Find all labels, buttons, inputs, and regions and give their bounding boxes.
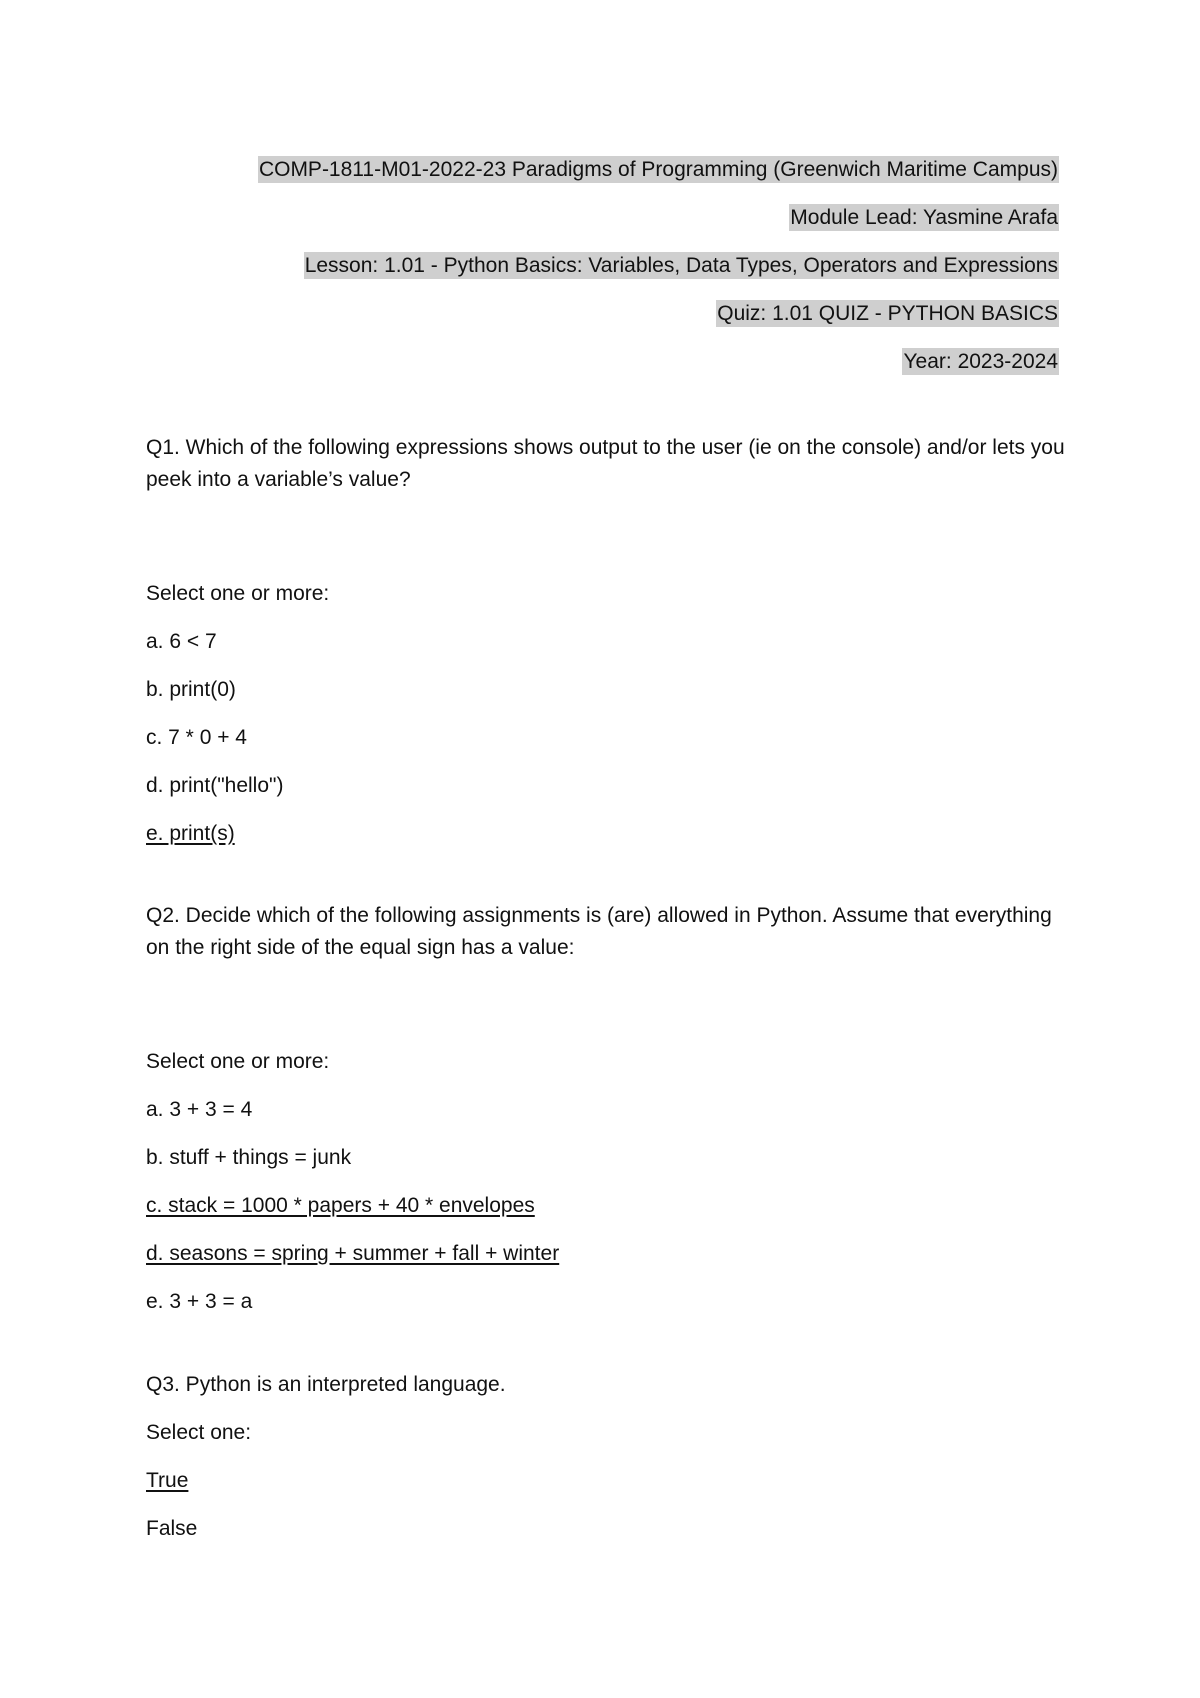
q3-instruction: Select one:: [146, 1421, 252, 1444]
q2-option-a[interactable]: a. 3 + 3 = 4: [146, 1098, 253, 1121]
year-line: [159, 338, 1059, 386]
course-title-line: [159, 146, 1059, 194]
q3-question-text: Q3. Python is an interpreted language.: [146, 1373, 506, 1396]
q2-block: [146, 1038, 1066, 1326]
quiz-line: [159, 290, 1059, 338]
q3-option-true[interactable]: [146, 1457, 1066, 1505]
q2-option-e[interactable]: e. 3 + 3 = a: [146, 1290, 253, 1313]
q1-option-e[interactable]: [146, 810, 1066, 858]
quiz-title: Quiz: 1.01 QUIZ - PYTHON BASICS: [717, 302, 1058, 325]
q1-instruction: Select one or more:: [146, 582, 330, 605]
lesson-line: [159, 242, 1059, 290]
course-title: COMP-1811-M01-2022-23 Paradigms of Programming (Greenwich Maritime Campus): [258, 158, 1058, 181]
q1-block: [146, 570, 1066, 858]
q1-option-d[interactable]: d. print("hello"): [146, 774, 284, 797]
q2-option-d-text: d. seasons = spring + summer + fall + winter: [146, 1242, 560, 1265]
q1-option-c[interactable]: c. 7 * 0 + 4: [146, 726, 247, 749]
lesson-title: Lesson: 1.01 - Python Basics: Variables, Data Types, Operators and Expressions: [304, 254, 1058, 277]
q3-block: [146, 1361, 1066, 1553]
q1-question-text: Q1. Which of the following expressions shows output to the user (ie on the console) and/or lets you peek into a variable’s value?: [146, 436, 1065, 491]
q3-option-true-text: True: [146, 1469, 189, 1492]
q3-option-false[interactable]: False: [146, 1517, 198, 1540]
document-header: [159, 146, 1059, 386]
q2-question-text: Q2. Decide which of the following assignments is (are) allowed in Python. Assume that everything on the right side of the equal sign has a value:: [146, 904, 1052, 959]
q2-option-b[interactable]: b. stuff + things = junk: [146, 1146, 352, 1169]
q2-option-c[interactable]: [146, 1182, 1066, 1230]
q2-option-d[interactable]: [146, 1230, 1066, 1278]
q2-instruction: Select one or more:: [146, 1050, 330, 1073]
q1-option-b[interactable]: b. print(0): [146, 678, 236, 701]
year-label: Year: 2023-2024: [903, 350, 1058, 373]
q2-option-c-text: c. stack = 1000 * papers + 40 * envelopes: [146, 1194, 535, 1217]
q1-option-a[interactable]: a. 6 < 7: [146, 630, 217, 653]
module-lead-line: [159, 194, 1059, 242]
module-lead: Module Lead: Yasmine Arafa: [790, 206, 1058, 229]
q1-option-e-text: e. print(s): [146, 822, 235, 845]
